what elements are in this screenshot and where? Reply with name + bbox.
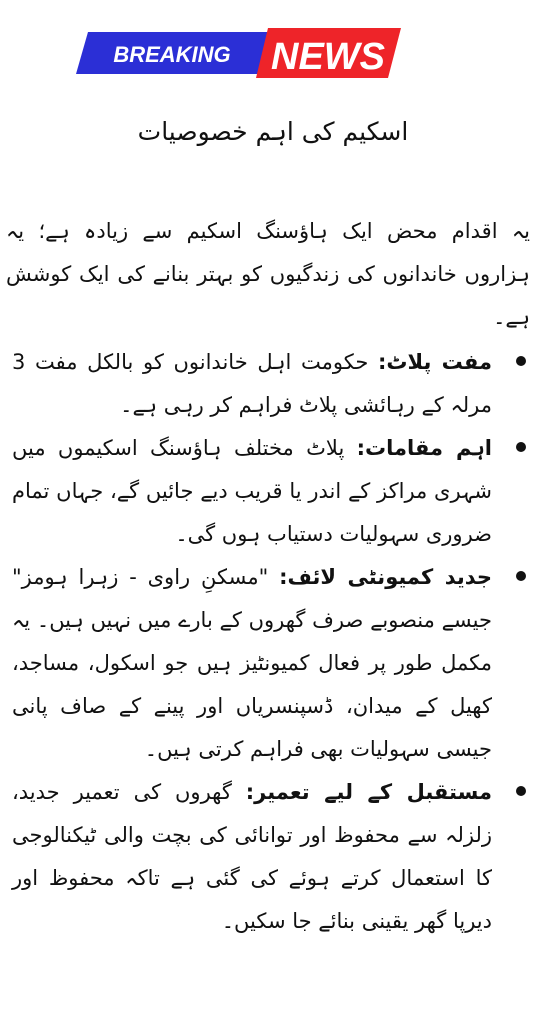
feature-text: پلاٹ مختلف ہاؤسنگ اسکیموں میں شہری مراکز کے اندر یا قریب دیے جائیں گے، جہاں تمام ضروری سہولیات دستیاب ہوں گی۔: [12, 436, 492, 546]
list-item: [6, 341, 530, 427]
breaking-news-banner: [76, 28, 401, 78]
list-item: [6, 771, 530, 943]
page-title: اسکیم کی اہم خصوصیات: [137, 117, 409, 146]
bullet-icon: [516, 786, 526, 796]
feature-list: [6, 341, 530, 943]
feature-text: حکومت اہل خاندانوں کو بالکل مفت 3 مرلہ کے رہائشی پلاٹ فراہم کر رہی ہے۔: [12, 350, 492, 417]
bullet-icon: [516, 356, 526, 366]
bullet-icon: [516, 571, 526, 581]
list-item: [6, 556, 530, 771]
feature-text: گھروں کی تعمیر جدید، زلزلہ سے محفوظ اور توانائی کی بچت والی ٹیکنالوجی کا استعمال کرتے ہوئے کی گئی ہے تاکہ محفوظ اور دیرپا گھر یقینی بنائے جا سکیں۔: [12, 780, 492, 933]
list-item: [6, 427, 530, 556]
feature-label: مستقبل کے لیے تعمیر:: [245, 780, 492, 804]
feature-text: "مسکنِ راوی - زہرا ہومز" جیسے منصوبے صرف گھروں کے بارے میں نہیں ہیں۔ یہ مکمل طور پر فعال کمیونٹیز ہیں جو اسکول، مساجد، کھیل کے میدان، ڈسپنسریاں اور پینے کے صاف پانی جیسی سہولیات بھی فراہم کرتی ہیں۔: [12, 565, 492, 761]
breaking-news-logo: [76, 28, 401, 78]
breaking-text: BREAKING: [113, 42, 231, 67]
feature-label: اہم مقامات:: [356, 436, 492, 460]
news-text: NEWS: [271, 36, 385, 78]
article-body: [6, 210, 530, 943]
feature-label: مفت پلاٹ:: [378, 350, 492, 374]
bullet-icon: [516, 442, 526, 452]
intro-paragraph: یہ اقدام محض ایک ہاؤسنگ اسکیم سے زیادہ ہے؛ یہ ہزاروں خاندانوں کی زندگیوں کو بہتر بنانے کی ایک کوشش ہے۔: [6, 219, 530, 329]
feature-label: جدید کمیونٹی لائف:: [279, 565, 492, 589]
